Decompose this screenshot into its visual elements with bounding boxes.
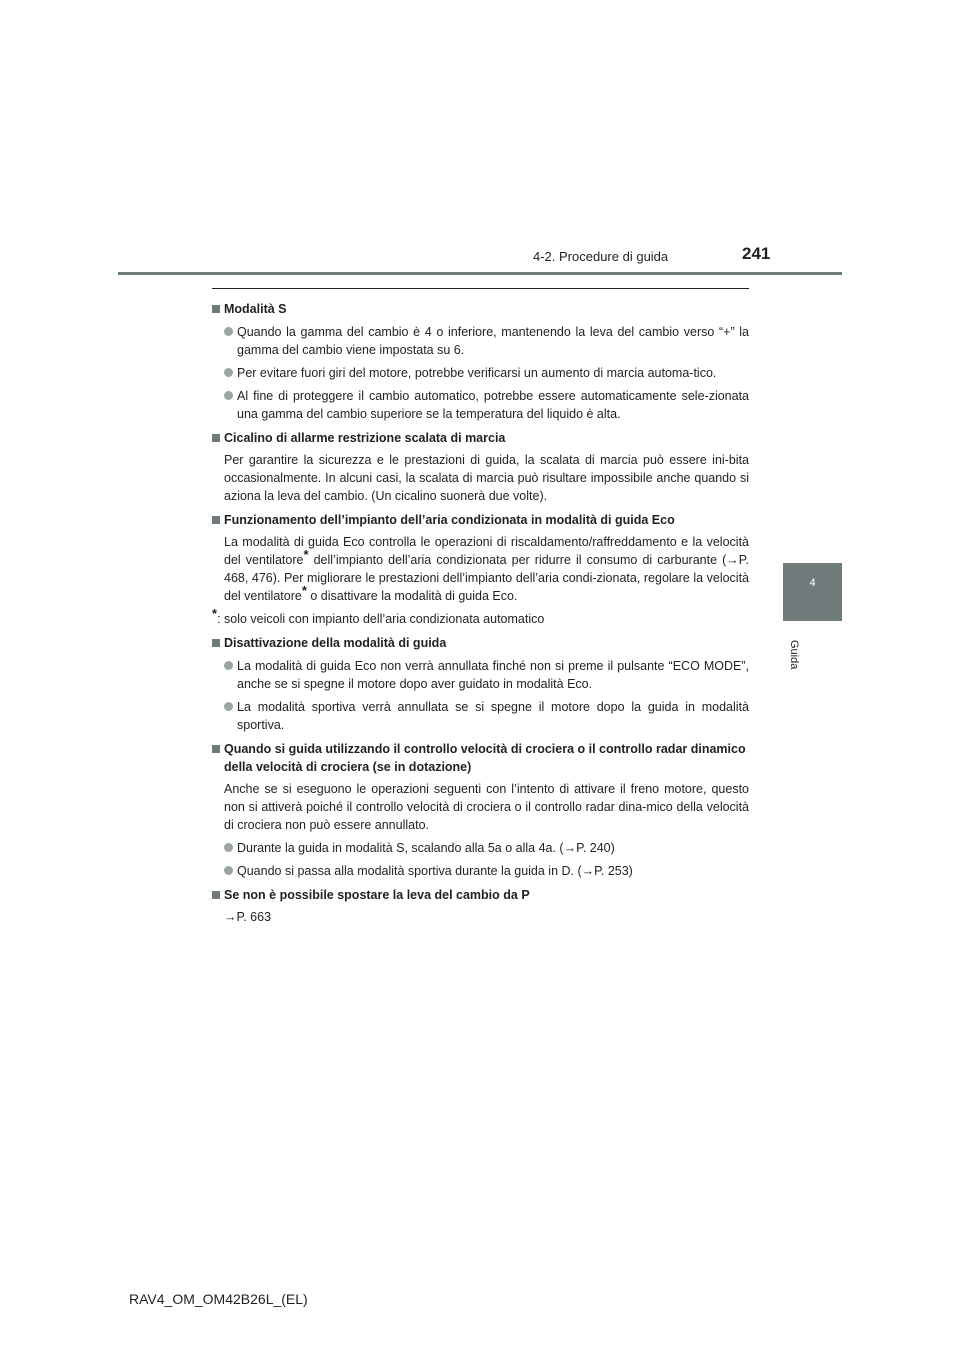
bullet-item — [224, 698, 749, 734]
chapter-number: 4 — [809, 577, 816, 589]
square-bullet-icon — [212, 639, 220, 647]
bullet-item — [224, 387, 749, 423]
section-title: Modalità S — [224, 302, 287, 316]
paragraph: Anche se si eseguono le operazioni seguenti con l’intento di attivare il freno motore, questo non si attiverà poiché il controllo velocità di crociera o il controllo radar dina-mico della velocità di crociera non può essere annullato. — [224, 782, 749, 832]
circle-bullet-icon — [224, 866, 233, 875]
circle-bullet-icon — [224, 368, 233, 377]
bullet-item — [224, 839, 749, 857]
bullet-text: La modalità sportiva verrà annullata se si spegne il motore dopo la guida in modalità sportiva. — [237, 700, 749, 732]
bullet-item — [224, 323, 749, 359]
bullet-text: Al fine di proteggere il cambio automatico, potrebbe essere automaticamente sele-zionata una gamma del cambio superiore se la temperatura del liquido è alta. — [237, 389, 749, 421]
bullet-text: Durante la guida in modalità S, scalando alla 5a o alla 4a. (→P. 240) — [237, 841, 615, 855]
bullet-text: Quando si passa alla modalità sportiva durante la guida in D. (→P. 253) — [237, 864, 633, 878]
section-heading — [212, 740, 749, 776]
header-rule — [118, 272, 842, 275]
page-number: 241 — [742, 244, 771, 263]
square-bullet-icon — [212, 516, 220, 524]
bullet-text: Quando la gamma del cambio è 4 o inferiore, mantenendo la leva del cambio verso “+” la gamma del cambio viene impostata su 6. — [237, 325, 749, 357]
footnote-marker: * — [212, 605, 218, 621]
section-title: Disattivazione della modalità di guida — [224, 636, 447, 650]
section-heading — [212, 300, 749, 318]
footnote-marker: * — [303, 546, 309, 562]
section-heading — [212, 886, 749, 904]
section-heading — [212, 429, 749, 447]
paragraph-text: o disattivare la modalità di guida Eco. — [306, 589, 518, 603]
square-bullet-icon — [212, 745, 220, 753]
section-heading — [212, 634, 749, 652]
paragraph-text: La modalità di guida Eco controlla le operazioni di riscaldamento/raffreddamento e la velocità del ventilatore — [224, 535, 749, 567]
paragraph — [224, 533, 749, 605]
section-title: Quando si guida utilizzando il controllo velocità di crociera o il controllo radar dinamico della velocità di crociera (se in dotazione) — [224, 742, 746, 774]
chapter-label: Guida — [788, 640, 800, 670]
circle-bullet-icon — [224, 327, 233, 336]
footnote — [212, 605, 749, 628]
circle-bullet-icon — [224, 702, 233, 711]
bullet-item — [224, 862, 749, 880]
circle-bullet-icon — [224, 391, 233, 400]
page-body — [212, 294, 749, 926]
bullet-item — [224, 364, 749, 382]
circle-bullet-icon — [224, 661, 233, 670]
footnote-text: : solo veicoli con impianto dell’aria condizionata automatico — [217, 612, 545, 626]
circle-bullet-icon — [224, 843, 233, 852]
cross-reference: →P. 663 — [224, 910, 272, 924]
chapter-tab — [783, 563, 842, 621]
bullet-item — [224, 657, 749, 693]
bullet-text: Per evitare fuori giri del motore, potrebbe verificarsi un aumento di marcia automa-tico. — [237, 366, 717, 380]
square-bullet-icon — [212, 434, 220, 442]
section-title: Cicalino di allarme restrizione scalata di marcia — [224, 431, 506, 445]
paragraph: Per garantire la sicurezza e le prestazioni di guida, la scalata di marcia può essere ini-bita occasionalmente. In alcuni casi, la scalata di marcia può risultare impossibile anche quando si aziona la leva del cambio. (Un cicalino suonerà due volte). — [224, 453, 749, 503]
footnote-marker: * — [301, 582, 307, 598]
section-title: Se non è possibile spostare la leva del cambio da P — [224, 888, 530, 902]
bullet-text: La modalità di guida Eco non verrà annullata finché non si preme il pulsante “ECO MODE”, anche se si spegne il motore dopo aver guidato in modalità Eco. — [237, 659, 749, 691]
section-heading — [212, 511, 749, 529]
paragraph-text: dell’impianto dell’aria condizionata per ridurre il consumo di carburante (→P. 468, 476). Per migliorare le prestazioni dell’impianto dell’aria condi-zionata, regolare la velocità del ventilatore — [224, 553, 750, 603]
section-title: Funzionamento dell’impianto dell’aria condizionata in modalità di guida Eco — [224, 513, 675, 527]
content-top-rule — [212, 288, 749, 289]
running-header-section: 4-2. Procedure di guida — [533, 249, 669, 264]
square-bullet-icon — [212, 305, 220, 313]
document-code: RAV4_OM_OM42B26L_(EL) — [129, 1291, 308, 1307]
square-bullet-icon — [212, 891, 220, 899]
